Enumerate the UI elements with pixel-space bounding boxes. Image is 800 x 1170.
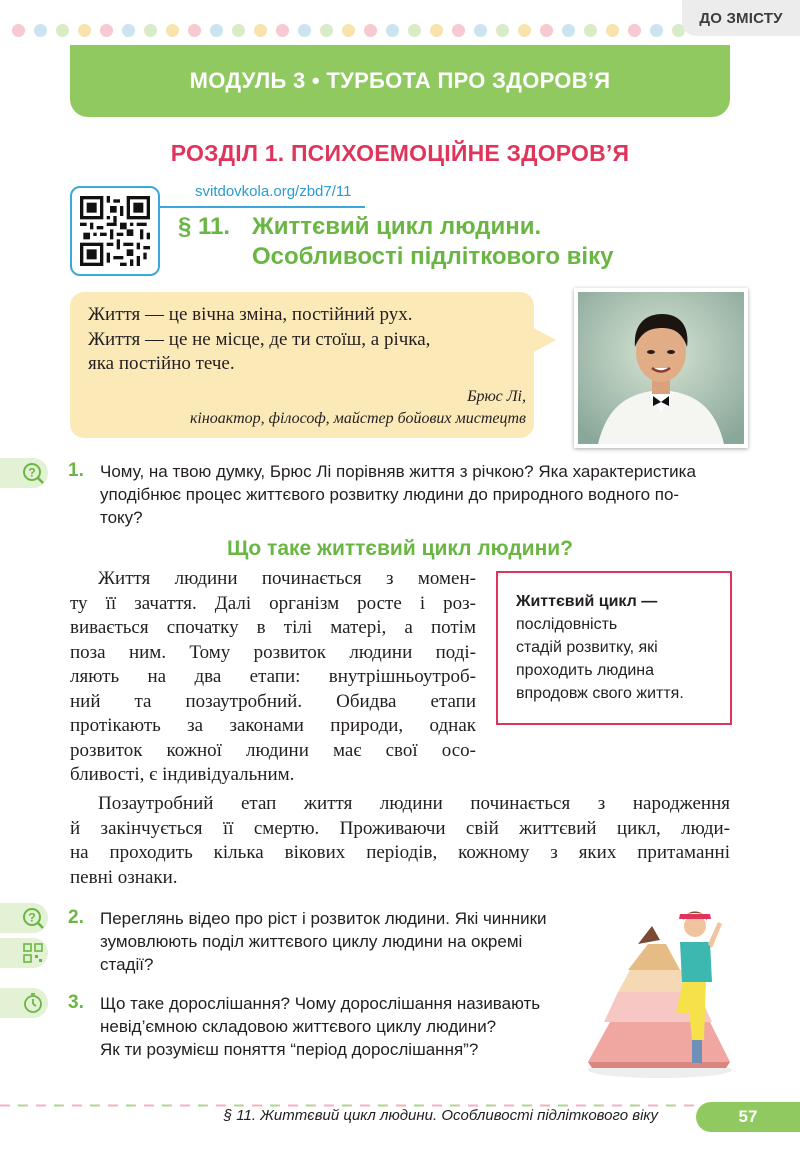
quote-author-desc: кіноактор, філософ, майстер бойових мистецтв bbox=[189, 410, 526, 427]
definition-text bbox=[516, 590, 716, 705]
question-line: невід’ємною складовою життєвого циклу людини? bbox=[100, 1017, 497, 1036]
portrait-illustration bbox=[578, 292, 744, 444]
module-title: МОДУЛЬ 3 • ТУРБОТА ПРО ЗДОРОВ’Я bbox=[189, 68, 611, 93]
module-banner bbox=[70, 45, 730, 117]
question-magnifier-icon bbox=[22, 907, 44, 929]
qr-marker bbox=[0, 938, 48, 968]
paragraph-title-line2: Особливості підліткового віку bbox=[252, 243, 614, 270]
portrait-photo bbox=[574, 288, 748, 448]
svg-text:?: ? bbox=[28, 465, 36, 480]
svg-text:?: ? bbox=[28, 910, 36, 925]
question-marker bbox=[0, 458, 48, 488]
question-line: току? bbox=[100, 508, 143, 527]
body-line: розвиток кожної людини має свої осо- bbox=[70, 739, 476, 761]
body-line: протікають за законами природи, однак bbox=[70, 715, 476, 736]
definition-line: послідовність bbox=[516, 616, 618, 633]
quote-line: Життя — це вічна зміна, постійний рух. bbox=[88, 304, 413, 325]
question-line: Переглянь відео про ріст і розвиток людини. Які чинники bbox=[100, 909, 547, 928]
question-line: Що таке дорослішання? Чому дорослішання називають bbox=[100, 994, 541, 1013]
clock-icon bbox=[22, 992, 44, 1014]
quote-author-name: Брюс Лі, bbox=[467, 388, 526, 405]
section-title: РОЗДІЛ 1. ПСИХОЕМОЦІЙНЕ ЗДОРОВ’Я bbox=[170, 140, 630, 166]
question-number: 1. bbox=[68, 460, 84, 481]
question-marker bbox=[0, 903, 48, 933]
page-number: 57 bbox=[696, 1102, 800, 1132]
link-underline bbox=[160, 206, 365, 208]
subheading: Що таке життєвий цикл людини? bbox=[227, 537, 573, 560]
question-number: 3. bbox=[68, 992, 84, 1013]
body-paragraph-2 bbox=[70, 792, 730, 890]
question-line: Як ти розумієш поняття “період дорослішання”? bbox=[100, 1040, 479, 1059]
body-line: Позаутробний етап життя людини починається з народження bbox=[98, 793, 730, 814]
paragraph-title-line1: Життєвий цикл людини. bbox=[252, 213, 542, 240]
qr-code[interactable] bbox=[70, 186, 160, 276]
definition-line: впродовж свого життя. bbox=[516, 685, 684, 702]
quote-bubble-tail bbox=[530, 326, 556, 354]
body-line: поза ним. Тому розвиток людини поді- bbox=[70, 641, 476, 663]
quote-author bbox=[90, 386, 526, 430]
definition-dash: — bbox=[636, 593, 658, 610]
body-line: ту її зачаття. Далі організм росте і роз- bbox=[70, 592, 476, 614]
footer-divider bbox=[0, 1094, 800, 1097]
question-2 bbox=[100, 907, 570, 976]
paragraph-title bbox=[178, 212, 613, 272]
body-line: ний та позаутробний. Обидва етапи bbox=[70, 690, 476, 712]
question-1 bbox=[100, 460, 732, 529]
question-number: 2. bbox=[68, 907, 84, 928]
quote-line: яка постійно тече. bbox=[88, 353, 235, 374]
body-paragraph-1 bbox=[70, 567, 476, 788]
question-line: зумовлюють поділ життєвого циклу людини на окремі bbox=[100, 932, 523, 951]
body-line: й закінчується її смертю. Проживаючи свій життєвий цикл, люди- bbox=[70, 817, 730, 839]
definition-term: Життєвий цикл bbox=[516, 593, 637, 610]
definition-line: стадій розвитку, які bbox=[516, 639, 658, 656]
running-title: § 11. Життєвий цикл людини. Особливості підліткового віку bbox=[223, 1107, 658, 1124]
quote-line: Життя — це не місце, де ти стоїш, а річка, bbox=[88, 328, 431, 350]
question-3 bbox=[100, 992, 570, 1061]
qr-link[interactable]: svitdovkola.org/zbd7/11 bbox=[195, 183, 352, 200]
question-line: уподібнює процес життєвого розвитку людини до природного водного по- bbox=[100, 485, 680, 504]
timer-marker bbox=[0, 988, 48, 1018]
question-magnifier-icon bbox=[22, 462, 44, 484]
paragraph-number: § 11. bbox=[178, 213, 231, 240]
definition-line: проходить людина bbox=[516, 662, 655, 679]
toc-link[interactable]: ДО ЗМІСТУ bbox=[682, 0, 800, 36]
body-line: бливості, є індивідуальним. bbox=[70, 764, 295, 785]
body-line: ляють на два етапи: внутрішньоутроб- bbox=[70, 666, 476, 687]
pyramid-girl-illustration bbox=[580, 882, 740, 1082]
body-line: вивається спочатку в тілі матері, а потім bbox=[70, 617, 476, 638]
qr-code-icon bbox=[80, 196, 150, 266]
body-line: певні ознаки. bbox=[70, 866, 178, 888]
body-line: на проходить кілька вікових періодів, кожному з яких притаманні bbox=[70, 842, 730, 863]
body-line: Життя людини починається з момен- bbox=[98, 568, 476, 589]
growth-pyramid-illustration bbox=[580, 882, 740, 1082]
question-line: стадії? bbox=[100, 955, 154, 974]
qr-scan-icon bbox=[22, 942, 44, 964]
quote-text bbox=[88, 303, 528, 377]
question-line: Чому, на твою думку, Брюс Лі порівняв життя з річкою? Яка характеристика bbox=[100, 462, 696, 481]
